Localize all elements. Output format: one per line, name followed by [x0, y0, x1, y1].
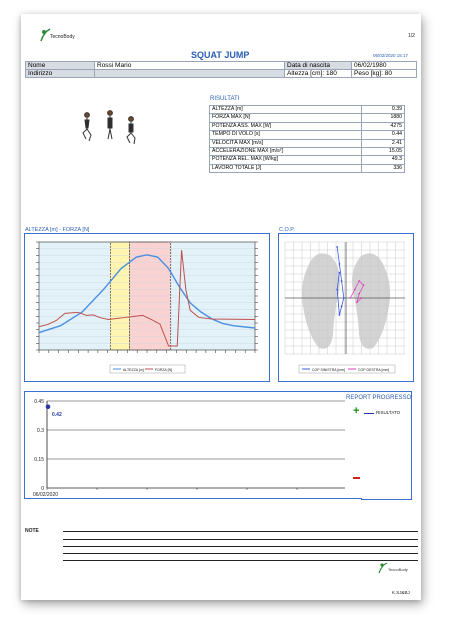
results-table: [209, 105, 405, 173]
progress-data-point: [46, 405, 51, 410]
result-value: 0.39: [362, 106, 405, 114]
note-line: [63, 546, 418, 547]
results-row: [210, 131, 405, 139]
report-datetime: 06/02/2020 15:17: [373, 53, 409, 58]
footer-logo-icon: [378, 562, 388, 574]
cop-left-point: [339, 272, 341, 274]
force-height-chart: [25, 234, 269, 381]
cop-left-point: [341, 306, 343, 308]
progress-y-tick-label: 0.3: [37, 428, 44, 434]
results-row: [210, 139, 405, 147]
cop-legend-label: COP SINISTRA [mm]: [312, 368, 346, 372]
name-value: Rossi Mario: [95, 62, 285, 70]
result-value: 2.41: [362, 139, 405, 147]
note-line: [63, 553, 418, 554]
result-value: 336: [362, 164, 405, 172]
progress-y-tick-label: 0: [41, 486, 44, 492]
progress-y-tick-label: 0.45: [34, 399, 44, 405]
results-row: [210, 114, 405, 122]
cop-left-point: [343, 297, 345, 299]
progress-point-label: 0.42: [52, 411, 62, 418]
results-row: [210, 156, 405, 164]
result-value: 1880: [362, 114, 405, 122]
results-row: [210, 122, 405, 130]
legend-height-label: ALTEZZA [m]: [123, 368, 144, 372]
logo-text: TecnoBody: [50, 34, 75, 40]
weight-field: Peso [kg]: 80: [352, 70, 417, 78]
cop-legend-label: COP DESTRA [mm]: [358, 368, 390, 372]
result-label: LAVORO TOTALE [J]: [210, 164, 362, 172]
result-label: VELOCITÀ MAX [m/s]: [210, 139, 362, 147]
birth-value: 06/02/1980: [352, 62, 417, 70]
force-chart-title: ALTEZZA [m] - FORZA [N]: [25, 227, 90, 233]
result-label: ALTEZZA [m]: [210, 106, 362, 114]
footer-code: K.SJ&BJ: [392, 590, 410, 595]
progress-y-tick-label: 0.15: [34, 457, 44, 463]
result-label: POTENZA REL. MAX [W/kg]: [210, 156, 362, 164]
progress-x-tick-label: 06/02/2020: [33, 492, 59, 498]
report-title: SQUAT JUMP: [191, 50, 250, 60]
patient-info-table: [25, 61, 417, 78]
cop-chart: [279, 234, 413, 381]
force-chart-panel: [24, 233, 270, 382]
birth-label: Data di nascita: [285, 62, 352, 70]
results-row: [210, 148, 405, 156]
result-label: TEMPO DI VOLO [s]: [210, 131, 362, 139]
cop-right-point: [354, 289, 356, 291]
footer-logo-text: TecnoBody: [388, 567, 408, 572]
results-title: RISULTATI: [210, 96, 240, 102]
height-field: Altezza [cm]: 180: [285, 70, 352, 78]
cop-right-point: [363, 284, 365, 286]
note-line: [63, 560, 418, 561]
cop-chart-title: C.O.P.: [279, 227, 295, 233]
page-number: 1/2: [408, 33, 415, 39]
cop-left-point: [336, 246, 338, 248]
cop-right-point: [358, 280, 360, 282]
cop-right-point: [356, 301, 358, 303]
legend-label: RISULTATO: [376, 410, 401, 415]
cop-left-trace: [337, 247, 344, 315]
progress-chart-panel: [24, 391, 362, 499]
report-sheet: [21, 14, 421, 600]
notes-label: NOTE: [25, 528, 39, 534]
note-line: [63, 531, 418, 532]
cop-right-point: [358, 293, 360, 295]
progress-legend-box: [346, 391, 412, 500]
address-value: [95, 70, 285, 78]
cop-right-point: [361, 297, 363, 299]
result-value: 0.44: [362, 131, 405, 139]
result-value: 49.3: [362, 156, 405, 164]
result-value: 15.05: [362, 148, 405, 156]
name-label: Nome: [26, 62, 95, 70]
cop-chart-panel: [278, 233, 414, 382]
zoom-out-minus-icon[interactable]: [353, 477, 360, 479]
cop-left-point: [336, 289, 338, 291]
result-label: POTENZA ASS. MAX [W]: [210, 122, 362, 130]
cop-left-point: [339, 314, 341, 316]
address-label: Indirizzo: [26, 70, 95, 78]
results-row: [210, 106, 405, 114]
result-label: FORZA MAX [N]: [210, 114, 362, 122]
cop-right-point: [350, 297, 352, 299]
squat-jump-figures-icon: [81, 109, 151, 151]
legend-line-icon: [364, 413, 374, 414]
progress-title: REPORT PROGRESSO: [346, 395, 412, 401]
cop-left-point: [341, 280, 343, 282]
result-value: 4275: [362, 122, 405, 130]
left-footprint-icon: [302, 253, 340, 348]
legend-force-label: FORZA [N]: [155, 368, 173, 372]
zoom-in-plus-icon[interactable]: +: [353, 405, 360, 417]
results-row: [210, 164, 405, 172]
note-line: [63, 539, 418, 540]
result-label: ACCELERAZIONE MAX [m/s²]: [210, 148, 362, 156]
cop-left-point: [339, 263, 341, 265]
